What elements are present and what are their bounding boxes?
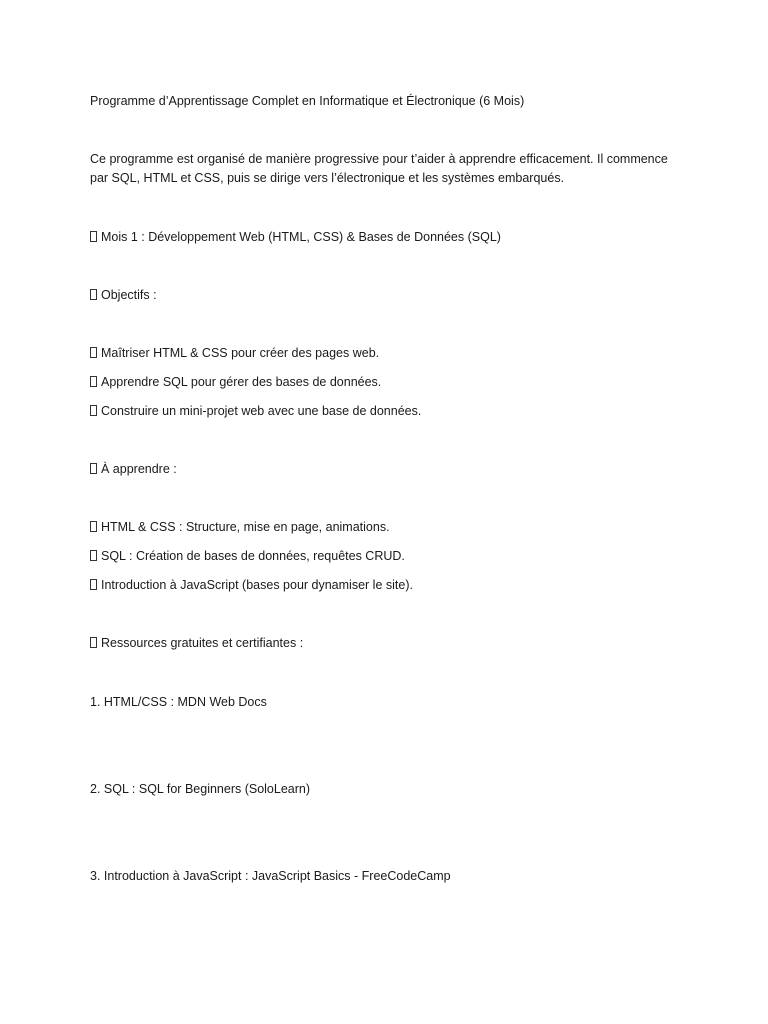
emoji-placeholder-icon	[90, 405, 97, 416]
month1-heading	[90, 228, 690, 247]
learn-item-text: HTML & CSS : Structure, mise en page, animations.	[101, 520, 390, 534]
resource-item	[90, 867, 690, 886]
resource-item-text: 3. Introduction à JavaScript : JavaScript Basics - FreeCodeCamp	[90, 869, 451, 883]
resource-item	[90, 780, 690, 799]
resource-item-text: 1. HTML/CSS : MDN Web Docs	[90, 695, 267, 709]
resources-heading	[90, 634, 690, 653]
objective-item-text: Apprendre SQL pour gérer des bases de données.	[101, 375, 382, 389]
emoji-placeholder-icon	[90, 231, 97, 242]
emoji-placeholder-icon	[90, 550, 97, 561]
learn-item	[90, 518, 690, 537]
objective-item-text: Construire un mini-projet web avec une base de données.	[101, 404, 422, 418]
emoji-placeholder-icon	[90, 521, 97, 532]
learn-item-text: SQL : Création de bases de données, requêtes CRUD.	[101, 549, 405, 563]
emoji-placeholder-icon	[90, 463, 97, 474]
objectives-heading	[90, 286, 690, 305]
learn-item-text: Introduction à JavaScript (bases pour dynamiser le site).	[101, 578, 413, 592]
document-title-text: Programme d’Apprentissage Complet en Informatique et Électronique (6 Mois)	[90, 94, 525, 108]
resource-item	[90, 693, 690, 712]
learn-heading-text: À apprendre :	[101, 462, 177, 476]
emoji-placeholder-icon	[90, 376, 97, 387]
emoji-placeholder-icon	[90, 637, 97, 648]
objective-item	[90, 373, 690, 392]
objective-item	[90, 402, 690, 421]
emoji-placeholder-icon	[90, 579, 97, 590]
objectives-heading-text: Objectifs :	[101, 288, 157, 302]
month1-heading-text: Mois 1 : Développement Web (HTML, CSS) & Bases de Données (SQL)	[101, 230, 501, 244]
intro-line-1: Ce programme est organisé de manière progressive pour t’aider à apprendre efficacement. Il commence	[90, 152, 668, 166]
emoji-placeholder-icon	[90, 347, 97, 358]
learn-item	[90, 547, 690, 566]
objective-item	[90, 344, 690, 363]
learn-heading	[90, 460, 690, 479]
objective-item-text: Maîtriser HTML & CSS pour créer des pages web.	[101, 346, 380, 360]
resource-item-text: 2. SQL : SQL for Beginners (SoloLearn)	[90, 782, 311, 796]
learn-item	[90, 576, 690, 595]
document-title	[90, 92, 690, 111]
resources-heading-text: Ressources gratuites et certifiantes :	[101, 636, 304, 650]
intro-paragraph	[90, 150, 690, 188]
emoji-placeholder-icon	[90, 289, 97, 300]
intro-line-2: par SQL, HTML et CSS, puis se dirige vers l’électronique et les systèmes embarqués.	[90, 171, 565, 185]
